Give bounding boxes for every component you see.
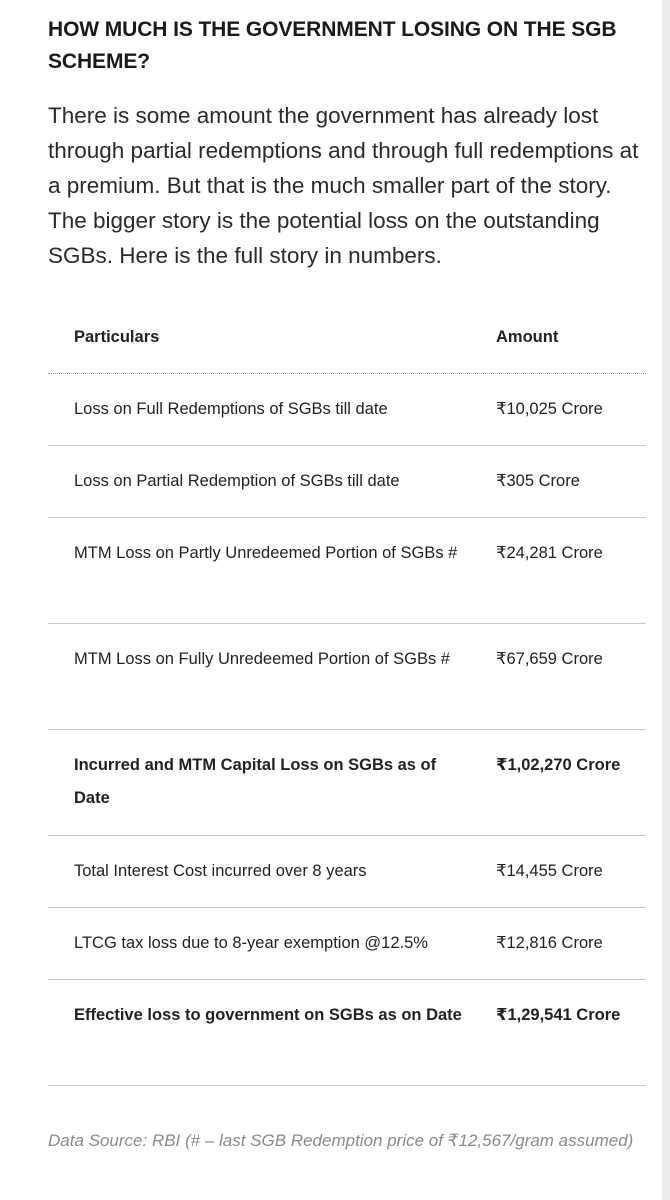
row-particular: MTM Loss on Fully Unredeemed Portion of SGBs # bbox=[74, 650, 450, 668]
table-row bbox=[48, 624, 646, 730]
loss-table bbox=[48, 302, 646, 1086]
intro-paragraph: There is some amount the government has already lost through partial redemptions and through full redemptions at a premium. But that is the much smaller part of the story. The bigger story is the potential loss on the outstanding SGBs. Here is the full story in numbers. bbox=[48, 103, 639, 268]
table-row bbox=[48, 374, 646, 446]
table-header-row bbox=[48, 302, 646, 374]
row-amount: ₹305 Crore bbox=[496, 472, 580, 490]
data-source-note: Data Source: RBI (# – last SGB Redemption price of ₹12,567/gram assumed) bbox=[48, 1131, 634, 1150]
row-particular: MTM Loss on Partly Unredeemed Portion of SGBs # bbox=[74, 544, 458, 562]
table-row bbox=[48, 518, 646, 624]
row-amount: ₹10,025 Crore bbox=[496, 400, 603, 418]
row-particular: Effective loss to government on SGBs as on Date bbox=[74, 1006, 462, 1024]
row-particular: Loss on Partial Redemption of SGBs till date bbox=[74, 472, 400, 490]
header-particulars: Particulars bbox=[74, 328, 160, 346]
table-row-total bbox=[48, 980, 646, 1086]
row-amount: ₹12,816 Crore bbox=[496, 934, 603, 952]
row-particular: Loss on Full Redemptions of SGBs till date bbox=[74, 400, 388, 418]
row-amount: ₹1,02,270 Crore bbox=[496, 756, 621, 774]
row-amount: ₹24,281 Crore bbox=[496, 544, 603, 562]
section-heading: HOW MUCH IS THE GOVERNMENT LOSING ON THE SGB SCHEME? bbox=[48, 18, 617, 73]
table-row bbox=[48, 836, 646, 908]
row-particular: LTCG tax loss due to 8-year exemption @12.5% bbox=[74, 934, 428, 952]
table-row bbox=[48, 446, 646, 518]
row-particular: Incurred and MTM Capital Loss on SGBs as of Date bbox=[74, 756, 437, 807]
row-amount: ₹1,29,541 Crore bbox=[496, 1006, 621, 1024]
scrollbar-track[interactable] bbox=[662, 0, 670, 1200]
row-amount: ₹67,659 Crore bbox=[496, 650, 603, 668]
header-amount: Amount bbox=[496, 328, 559, 346]
row-amount: ₹14,455 Crore bbox=[496, 862, 603, 880]
row-particular: Total Interest Cost incurred over 8 years bbox=[74, 862, 367, 880]
table-row-subtotal bbox=[48, 730, 646, 836]
table-row bbox=[48, 908, 646, 980]
